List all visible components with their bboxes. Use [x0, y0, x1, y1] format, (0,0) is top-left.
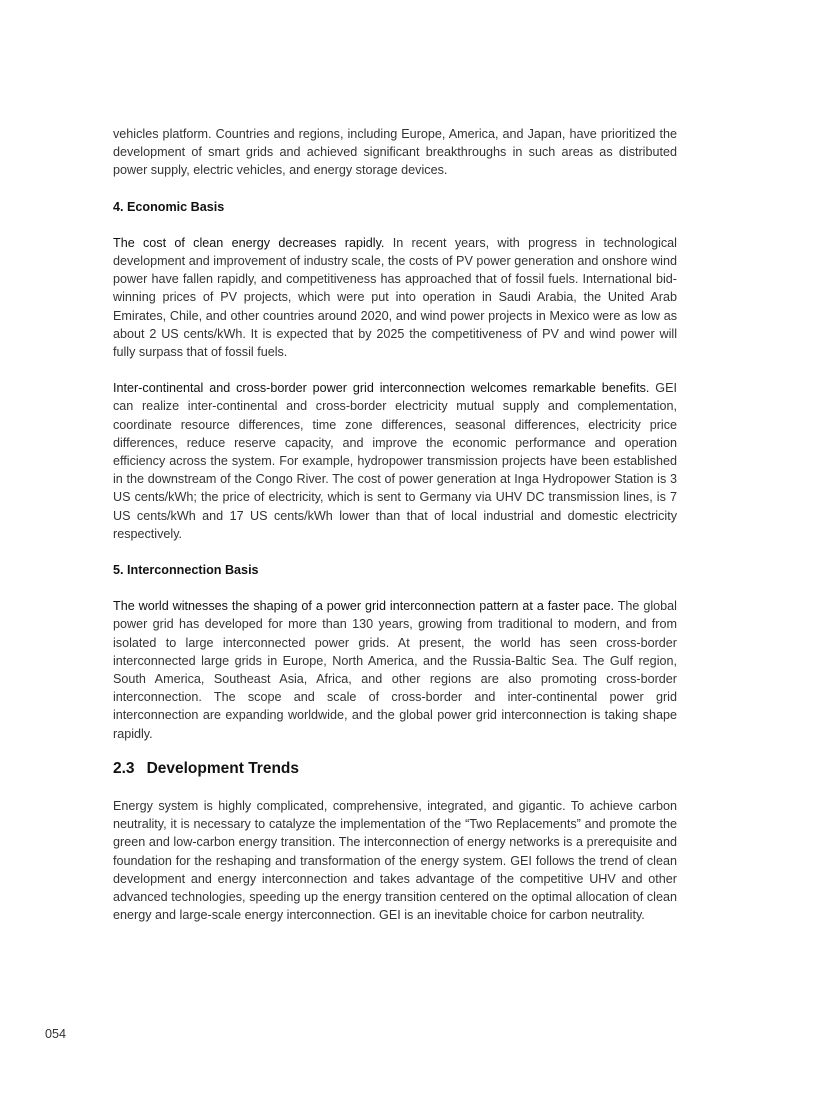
interconnection-benefits-paragraph [113, 379, 677, 543]
clean-energy-paragraph [113, 234, 677, 361]
clean-energy-body: In recent years, with progress in technological development and improvement of industry scale, the costs of PV power generation and onshore wind power have fallen rapidly, and competitiveness has approached that of fossil fuels. International bid-winning prices of PV projects, which were put into operation in Saudi Arabia, the United Arab Emirates, Chile, and other countries around 2020, and wind power projects in Mexico were as low as about 2 US cents/kWh. It is expected that by 2025 the competitiveness of PV and wind power will fully surpass that of fossil fuels. [113, 235, 677, 360]
clean-energy-lead: The cost of clean energy decreases rapidly. [113, 235, 385, 250]
section-heading [113, 759, 677, 779]
section-number: 2.3 [113, 759, 135, 777]
interconnection-benefits-body: GEI can realize inter-continental and cross-border electricity mutual supply and complementation, coordinate resource differences, time zone differences, seasonal differences, electricity price differences, reduce reserve capacity, and improve the economic performance and operation efficiency across the system. For example, hydropower transmission projects have been established in the downstream of the Congo River. The cost of power generation at Inga Hydropower Station is 3 US cents/kWh; the price of electricity, which is sent to Germany via UHV DC transmission lines, is 7 US cents/kWh and 17 US cents/kWh lower than that of local industrial and domestic electricity respectively. [113, 381, 677, 541]
economic-basis-heading: 4. Economic Basis [113, 199, 225, 214]
development-trends-paragraph: Energy system is highly complicated, comprehensive, integrated, and gigantic. To achieve carbon neutrality, it is necessary to catalyze the implementation of the “Two Replacements” and promote the green and low-carbon energy transition. The interconnection of energy networks is a prerequisite and foundation for the reshaping and transformation of the energy system. GEI follows the trend of clean development and energy interconnection and takes advantage of the competitive UHV and other advanced technologies, speeding up the energy transition centered on the optimal allocation of clean energy and large-scale energy interconnection. GEI is an inevitable choice for carbon neutrality. [113, 798, 677, 923]
intro-paragraph: vehicles platform. Countries and regions, including Europe, America, and Japan, have prioritized the development of smart grids and achieved significant breakthroughs in such areas as distributed power supply, electric vehicles, and energy storage devices. [113, 127, 677, 178]
grid-pattern-lead: The world witnesses the shaping of a power grid interconnection pattern at a faster pace. [113, 599, 615, 614]
section-title: Development Trends [146, 759, 300, 777]
page-body [113, 125, 677, 924]
interconnection-benefits-lead: Inter-continental and cross-border power grid interconnection welcomes remarkable benefits. [113, 381, 650, 396]
interconnection-basis-heading: 5. Interconnection Basis [113, 563, 259, 578]
grid-pattern-paragraph [113, 597, 677, 743]
grid-pattern-body: The global power grid has developed for more than 130 years, growing from traditional to modern, and from isolated to large interconnected power grids. At present, the world has seen cross-border interconnected large grids in Europe, North America, and the Russia-Baltic Sea. The Gulf region, South America, Southeast Asia, Africa, and other regions are also promoting cross-border interconnection. The scope and scale of cross-border and inter-continental power grid interconnection are expanding worldwide, and the global power grid interconnection is taking shape rapidly. [113, 599, 677, 741]
page-number: 054 [45, 1027, 67, 1041]
